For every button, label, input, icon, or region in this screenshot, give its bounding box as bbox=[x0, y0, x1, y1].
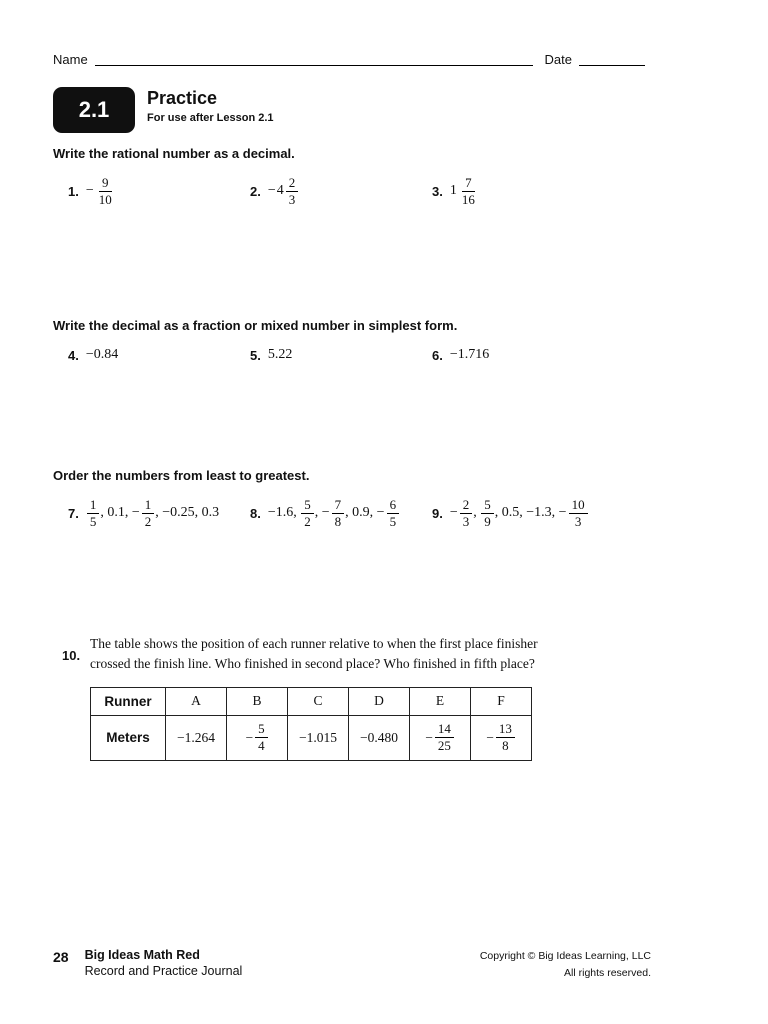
math-text: , 0.5, −1.3, bbox=[494, 505, 559, 521]
problem-content bbox=[450, 497, 589, 529]
minus-sign: − bbox=[486, 729, 494, 745]
fraction-stack bbox=[255, 721, 268, 753]
problem-text: The table shows the position of each runner relative to when the first place finisher crossed the finish line. Who finished in second place? Who finished in fifth place? bbox=[90, 636, 538, 672]
problem-content bbox=[450, 347, 489, 363]
math-text: −1.015 bbox=[299, 729, 337, 745]
page-title: Practice bbox=[147, 88, 218, 108]
fraction-stack bbox=[142, 497, 155, 529]
problem bbox=[250, 497, 432, 529]
numerator: 7 bbox=[332, 497, 345, 514]
numerator: 6 bbox=[387, 497, 400, 514]
minus-sign: − bbox=[85, 183, 94, 199]
problem bbox=[68, 497, 250, 529]
numerator: 7 bbox=[462, 175, 475, 192]
math-text: , 0.9, bbox=[345, 505, 377, 521]
book-subtitle: Record and Practice Journal bbox=[84, 964, 243, 978]
section-instruction: Order the numbers from least to greatest. bbox=[53, 468, 310, 483]
problem bbox=[432, 347, 668, 363]
book-title: Big Ideas Math Red bbox=[84, 948, 200, 962]
problem-number: 8. bbox=[250, 505, 261, 521]
name-blank-line bbox=[95, 50, 533, 66]
table-data-row bbox=[91, 715, 532, 760]
title-block bbox=[53, 87, 274, 133]
denominator: 9 bbox=[484, 513, 491, 529]
footer-left bbox=[53, 948, 242, 978]
problem-number: 10. bbox=[62, 648, 81, 664]
denominator: 4 bbox=[258, 738, 265, 753]
numerator: 13 bbox=[496, 721, 515, 738]
fraction-stack bbox=[96, 175, 115, 207]
problems-row bbox=[53, 175, 668, 207]
date-label: Date bbox=[544, 52, 572, 67]
numerator: 5 bbox=[301, 497, 314, 514]
problem-number: 7. bbox=[68, 505, 79, 521]
table-header-row bbox=[91, 687, 532, 715]
problem-content bbox=[268, 497, 400, 529]
fraction-stack bbox=[460, 497, 473, 529]
fraction-stack bbox=[286, 175, 299, 207]
problem-number: 6. bbox=[432, 347, 443, 363]
problems-row bbox=[53, 347, 668, 363]
exercise-section bbox=[53, 318, 668, 363]
denominator: 5 bbox=[89, 513, 97, 529]
math-text: −0.84 bbox=[85, 347, 119, 362]
name-label: Name bbox=[53, 52, 88, 67]
problem-number: 3. bbox=[432, 183, 443, 199]
fraction bbox=[377, 497, 400, 529]
meters-label-cell: Meters bbox=[91, 715, 166, 760]
denominator: 10 bbox=[98, 191, 112, 207]
problem-number: 5. bbox=[250, 347, 261, 363]
title-text bbox=[147, 89, 274, 124]
problem bbox=[68, 175, 250, 207]
fraction-stack bbox=[481, 497, 494, 529]
math-text: −1.6, bbox=[267, 505, 301, 521]
problem-content bbox=[268, 175, 299, 207]
math-text: −1.716 bbox=[449, 347, 490, 362]
whole-number: 4 bbox=[276, 183, 284, 199]
runner-column-cell: C bbox=[288, 687, 349, 715]
math-text: , 0.1, bbox=[100, 505, 132, 521]
problem-number: 1. bbox=[68, 183, 79, 199]
runner-column-cell: B bbox=[227, 687, 288, 715]
problem-content bbox=[86, 347, 118, 363]
math-text: −1.264 bbox=[177, 729, 215, 745]
numerator: 5 bbox=[255, 721, 268, 738]
problem bbox=[432, 175, 668, 207]
fraction bbox=[450, 175, 479, 207]
denominator: 3 bbox=[574, 513, 582, 529]
math-text: , −0.25, 0.3 bbox=[155, 505, 220, 521]
problem bbox=[250, 347, 432, 363]
section-instruction: Write the rational number as a decimal. bbox=[53, 146, 295, 161]
numerator: 14 bbox=[435, 721, 454, 738]
denominator: 8 bbox=[502, 738, 509, 753]
fraction bbox=[486, 721, 516, 753]
fraction bbox=[132, 497, 155, 529]
problems-row bbox=[53, 497, 668, 529]
denominator: 16 bbox=[461, 191, 475, 207]
page-subtitle: For use after Lesson 2.1 bbox=[147, 111, 274, 124]
section-instruction: Write the decimal as a fraction or mixed number in simplest form. bbox=[53, 318, 458, 333]
runner-column-cell: A bbox=[166, 687, 227, 715]
minus-sign: − bbox=[558, 505, 567, 521]
minus-sign: − bbox=[449, 505, 458, 521]
whole-number: 1 bbox=[449, 183, 457, 199]
runner-header-cell: Runner bbox=[91, 687, 166, 715]
math-text: , bbox=[473, 505, 481, 521]
problem-content bbox=[450, 175, 479, 207]
runner-table bbox=[90, 687, 532, 761]
numerator: 2 bbox=[286, 175, 299, 192]
math-text: −0.480 bbox=[360, 729, 398, 745]
fraction bbox=[480, 497, 495, 529]
numerator: 9 bbox=[99, 175, 112, 192]
problem bbox=[432, 497, 668, 529]
meters-value-cell bbox=[471, 715, 532, 760]
problem-content bbox=[86, 175, 116, 207]
lesson-number-badge: 2.1 bbox=[53, 87, 135, 133]
problem-number: 9. bbox=[432, 505, 443, 521]
fraction-stack bbox=[459, 175, 478, 207]
fraction-stack bbox=[435, 721, 454, 753]
math-text: 5.22 bbox=[267, 347, 293, 362]
minus-sign: − bbox=[245, 729, 254, 745]
numerator: 1 bbox=[142, 497, 155, 514]
minus-sign: − bbox=[131, 505, 140, 521]
fraction bbox=[86, 497, 101, 529]
exercise-section bbox=[53, 146, 668, 207]
runner-column-cell: D bbox=[349, 687, 410, 715]
meters-value-cell bbox=[166, 715, 227, 760]
page-footer bbox=[53, 948, 651, 982]
fraction-stack bbox=[332, 497, 345, 529]
problem-content bbox=[86, 497, 219, 529]
problem-number: 4. bbox=[68, 347, 79, 363]
fraction-stack bbox=[301, 497, 314, 529]
fraction bbox=[245, 721, 268, 753]
denominator: 25 bbox=[437, 738, 451, 753]
numerator: 5 bbox=[481, 497, 494, 514]
meters-value-cell bbox=[410, 715, 471, 760]
problem-content bbox=[268, 347, 293, 363]
meters-value-cell bbox=[288, 715, 349, 760]
fraction bbox=[86, 175, 116, 207]
fraction-stack bbox=[569, 497, 588, 529]
date-blank-line bbox=[579, 50, 645, 66]
exercise-section bbox=[53, 468, 668, 529]
fraction bbox=[425, 721, 455, 753]
denominator: 3 bbox=[462, 513, 470, 529]
fraction-stack bbox=[87, 497, 100, 529]
denominator: 2 bbox=[304, 513, 311, 529]
math-text: , bbox=[314, 505, 322, 521]
fraction bbox=[300, 497, 315, 529]
fraction bbox=[322, 497, 345, 529]
meters-value-cell bbox=[227, 715, 288, 760]
fraction bbox=[268, 175, 299, 207]
footer-right bbox=[480, 948, 651, 982]
fraction-stack bbox=[496, 721, 515, 753]
minus-sign: − bbox=[267, 183, 276, 199]
word-problem-10 bbox=[62, 634, 652, 761]
word-problem-row bbox=[62, 634, 652, 675]
denominator: 8 bbox=[334, 513, 342, 529]
minus-sign: − bbox=[376, 505, 385, 521]
problem-number: 2. bbox=[250, 183, 261, 199]
denominator: 3 bbox=[288, 191, 296, 207]
page-number: 28 bbox=[53, 949, 69, 965]
fraction-stack bbox=[387, 497, 400, 529]
rights-text: All rights reserved. bbox=[564, 966, 651, 979]
runner-column-cell: E bbox=[410, 687, 471, 715]
fraction bbox=[450, 497, 473, 529]
denominator: 5 bbox=[389, 513, 397, 529]
numerator: 10 bbox=[569, 497, 588, 514]
minus-sign: − bbox=[321, 505, 330, 521]
problem bbox=[250, 175, 432, 207]
fraction bbox=[559, 497, 589, 529]
numerator: 1 bbox=[87, 497, 100, 514]
numerator: 2 bbox=[460, 497, 473, 514]
copyright-text: Copyright © Big Ideas Learning, LLC bbox=[479, 950, 651, 962]
minus-sign: − bbox=[425, 729, 433, 745]
name-date-row bbox=[53, 50, 645, 67]
denominator: 2 bbox=[144, 513, 152, 529]
meters-value-cell bbox=[349, 715, 410, 760]
problem bbox=[68, 347, 250, 363]
book-info bbox=[85, 948, 243, 978]
runner-column-cell: F bbox=[471, 687, 532, 715]
